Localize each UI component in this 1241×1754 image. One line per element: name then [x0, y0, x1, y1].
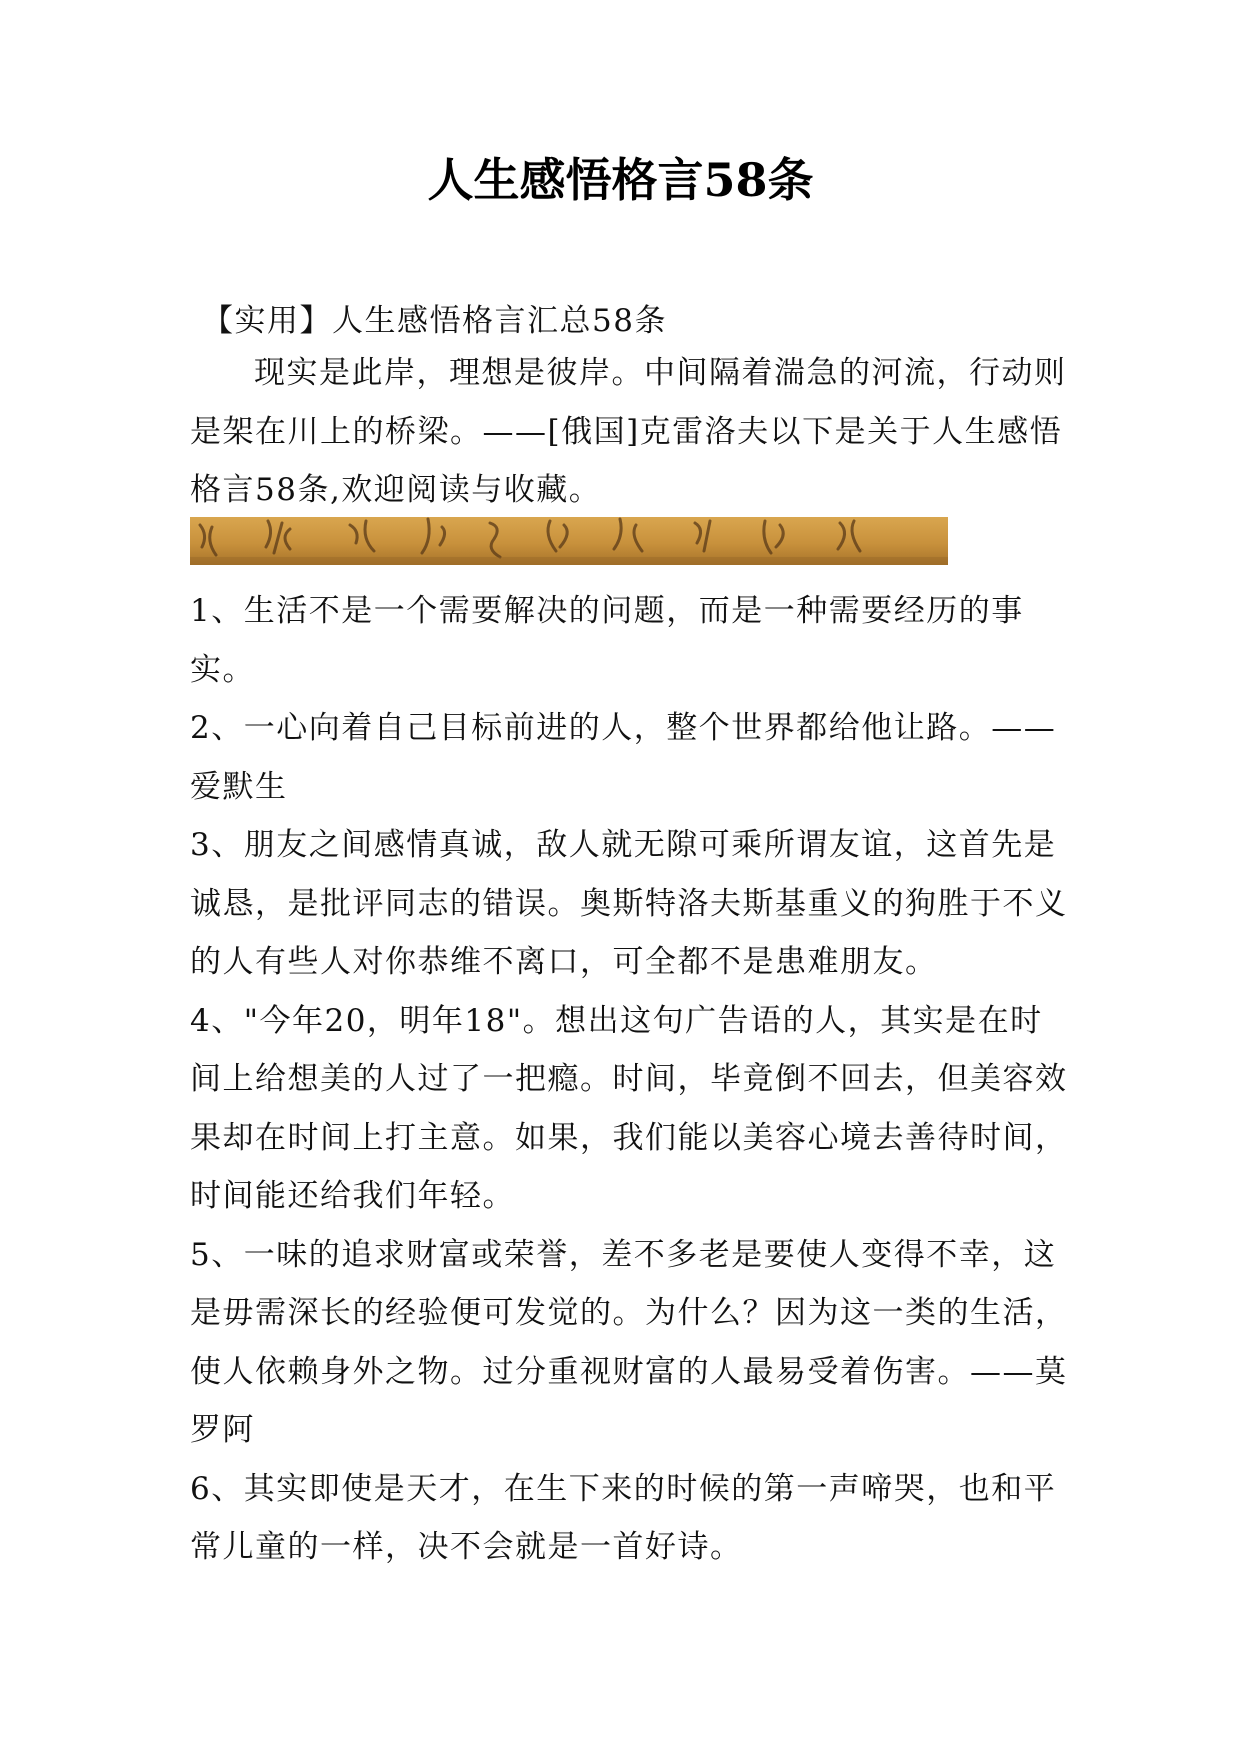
document-subtitle: 【实用】人生感悟格言汇总58条	[202, 303, 667, 339]
document-title: 人生感悟格言58条	[427, 153, 814, 207]
calligraphy-brush-strokes-icon	[190, 517, 948, 565]
list-item: 5、一味的追求财富或荣誉，差不多老是要使人变得不幸，这是毋需深长的经验便可发觉的。为什么？因为这一类的生活，使人依赖身外之物。过分重视财富的人最易受着伤害。——莫罗阿	[190, 1236, 1068, 1448]
list-item: 4、"今年20，明年18"。想出这句广告语的人，其实是在时间上给想美的人过了一把瘾。时间，毕竟倒不回去，但美容效果却在时间上打主意。如果，我们能以美容心境去善待时间，时间能还给我们年轻。	[190, 1002, 1068, 1214]
intro-paragraph: 现实是此岸，理想是彼岸。中间隔着湍急的河流，行动则是架在川上的桥梁。——[俄国]克雷洛夫以下是关于人生感悟格言58条,欢迎阅读与收藏。	[190, 355, 1067, 508]
list-item: 6、其实即使是天才，在生下来的时候的第一声啼哭，也和平常儿童的一样，决不会就是一首好诗。	[190, 1470, 1057, 1565]
aphorism-list	[190, 582, 1070, 1577]
list-item: 1、生活不是一个需要解决的问题，而是一种需要经历的事实。	[190, 593, 1024, 688]
list-item: 2、一心向着自己目标前进的人，整个世界都给他让路。——爱默生	[190, 710, 1057, 805]
list-item: 3、朋友之间感情真诚，敌人就无隙可乘所谓友谊，这首先是诚恳，是批评同志的错误。奥斯特洛夫斯基重义的狗胜于不义的人有些人对你恭维不离口，可全都不是患难朋友。	[190, 827, 1068, 980]
calligraphy-scroll-image	[190, 517, 948, 565]
